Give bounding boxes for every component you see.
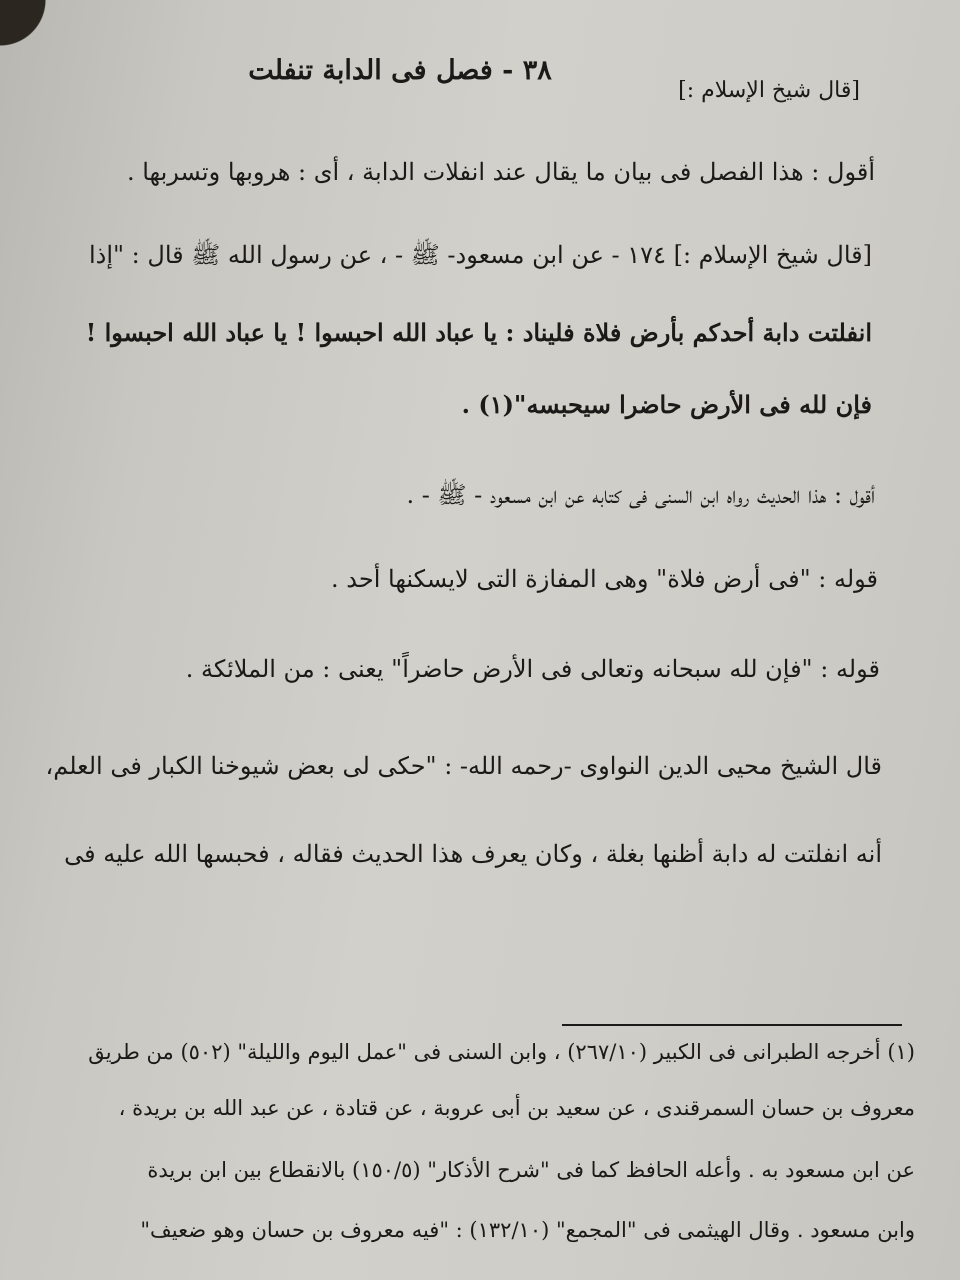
body-line-9: أنه انفلتت له دابة أظنها بغلة ، وكان يعرف هذا الحديث فقاله ، فحبسها الله عليه فى xyxy=(64,840,882,868)
body-line-4: فإن لله فى الأرض حاضرا سيحبسه"(١) . xyxy=(461,390,872,419)
chapter-title: ٣٨ - فصل فى الدابة تنفلت xyxy=(248,55,552,86)
body-line-7: قوله : "فإن لله سبحانه وتعالى فى الأرض حاضراً" يعنى : من الملائكة . xyxy=(185,655,880,683)
footnote-line-3: عن ابن مسعود به . وأعله الحافظ كما فى "شرح الأذكار" (١٥٠/٥) بالانقطاع بين ابن بريدة xyxy=(147,1158,915,1182)
footnote-line-1: (١) أخرجه الطبرانى فى الكبير (٢٦٧/١٠) ، وابن السنى فى "عمل اليوم والليلة" (٥٠٢) من طريق xyxy=(88,1040,915,1064)
footnote-line-2: معروف بن حسان السمرقندى ، عن سعيد بن أبى عروبة ، عن قتادة ، عن عبد الله بن بريدة ، xyxy=(118,1096,915,1120)
footnote-line-4: وابن مسعود . وقال الهيثمى فى "المجمع" (١٣٢/١٠) : "فيه معروف بن حسان وهو ضعيف" xyxy=(140,1218,915,1242)
body-line-2: [قال شيخ الإسلام :] ١٧٤ - عن ابن مسعود- ﷺ - ، عن رسول الله ﷺ قال : "إذا xyxy=(88,241,872,269)
footnote-separator xyxy=(562,1024,902,1026)
body-line-1: أقول : هذا الفصل فى بيان ما يقال عند انفلات الدابة ، أى : هروبها وتسربها . xyxy=(126,158,875,186)
page-corner-shadow xyxy=(0,0,60,60)
header-side-label: [قال شيخ الإسلام :] xyxy=(678,78,860,103)
body-line-8: قال الشيخ محيى الدين النواوى -رحمه الله- : "حكى لى بعض شيوخنا الكبار فى العلم، xyxy=(45,752,882,780)
body-line-3: انفلتت دابة أحدكم بأرض فلاة فليناد : يا عباد الله احبسوا ! يا عباد الله احبسوا ! xyxy=(85,318,872,347)
body-line-6: قوله : "فى أرض فلاة" وهى المفازة التى لايسكنها أحد . xyxy=(331,565,878,593)
body-line-5: أقول : هذا الحديث رواه ابن السنى فى كتابه عن ابن مسعود - ﷺ - . xyxy=(406,481,875,509)
